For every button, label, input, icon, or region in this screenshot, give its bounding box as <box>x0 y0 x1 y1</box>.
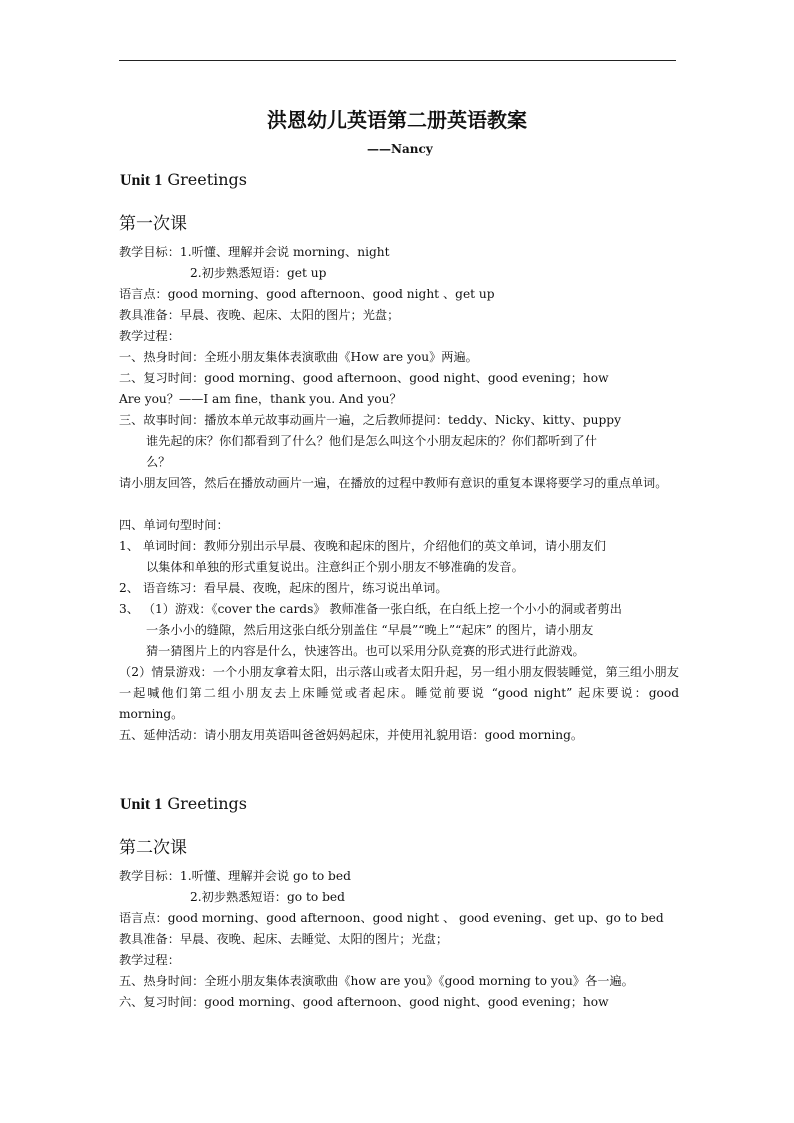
teaching-process: 教学过程： <box>119 953 180 967</box>
item-1-line-1: 1、 单词时间：教师分别出示早晨、夜晚和起床的图片，介绍他们的英文单词，请小朋友们 <box>119 539 606 553</box>
item-3-line-3: 猜一猜图片上的内容是什么，快速答出。也可以采用分队竞赛的形式进行此游戏。 <box>146 644 585 658</box>
lesson-title: 第二次课 <box>119 838 187 858</box>
language-points: 语言点：good morning、good afternoon、good night 、get up <box>119 287 495 301</box>
teaching-goal-1: 教学目标：1.听懂、理解并会说 morning、night <box>119 245 390 259</box>
story-step-line-2: 谁先起的床？你们都看到了什么？他们是怎么叫这个小朋友起床的？你们都听到了什 <box>146 434 597 448</box>
story-step-line-1: 三、故事时间：播放本单元故事动画片一遍，之后教师提问：teddy、Nicky、kitty、puppy <box>119 413 621 427</box>
unit-number: Unit 1 <box>120 796 163 813</box>
language-points: 语言点：good morning、good afternoon、good night 、 good evening、get up、go to bed <box>119 911 664 925</box>
document-author: ——Nancy <box>367 142 433 156</box>
teaching-materials: 教具准备：早晨、夜晚、起床、去睡觉、太阳的图片；光盘； <box>119 932 449 946</box>
unit-heading <box>120 170 247 190</box>
teaching-goal-2: 2.初步熟悉短语：get up <box>190 266 327 280</box>
document-title: 洪恩幼儿英语第二册英语教案 <box>267 108 527 132</box>
unit-name: Greetings <box>162 170 247 189</box>
extension-activity: 五、延伸活动：请小朋友用英语叫爸爸妈妈起床，并使用礼貌用语：good morning。 <box>119 728 584 742</box>
review-step-line-2: Are you？——I am fine，thank you. And you？ <box>119 392 402 406</box>
teaching-goal-2: 2.初步熟悉短语：go to bed <box>190 890 345 904</box>
unit-heading <box>120 794 247 814</box>
header-rule <box>119 60 676 61</box>
item-3-line-2: 一条小小的缝隙，然后用这张白纸分别盖住 “早晨”“晚上”“起床” 的图片，请小朋友 <box>146 623 594 637</box>
review-step-line-1: 二、复习时间：good morning、good afternoon、good night、good evening；how <box>119 371 609 385</box>
teaching-materials: 教具准备：早晨、夜晚、起床、太阳的图片；光盘； <box>119 308 400 322</box>
teaching-goal-1: 教学目标：1.听懂、理解并会说 go to bed <box>119 869 351 883</box>
word-time-heading: 四、单词句型时间： <box>119 518 229 532</box>
item-2: 2、 语音练习：看早晨、夜晚，起床的图片，练习说出单词。 <box>119 581 448 595</box>
warmup-step: 一、热身时间：全班小朋友集体表演歌曲《How are you》两遍。 <box>119 350 478 364</box>
story-step-line-3: 么？ <box>146 455 171 469</box>
teaching-process: 教学过程： <box>119 329 180 343</box>
warmup-step: 五、热身时间：全班小朋友集体表演歌曲《how are you》《good morning to you》各一遍。 <box>119 974 634 988</box>
review-step-line-1: 六、复习时间：good morning、good afternoon、good night、good evening；how <box>119 995 609 1009</box>
item-3-line-1: 3、 （1）游戏：《cover the cards》 教师准备一张白纸，在白纸上挖一个小小的洞或者剪出 <box>119 602 622 616</box>
lesson-title: 第一次课 <box>119 214 187 234</box>
story-followup-paragraph: 请小朋友回答，然后在播放动画片一遍，在播放的过程中教师有意识的重复本课将要学习的重点单词。 <box>119 476 668 490</box>
scenario-game-paragraph: （2）情景游戏：一个小朋友拿着太阳，出示落山或者太阳升起，另一组小朋友假装睡觉，第三组小朋友一起喊他们第二组小朋友去上床睡觉或者起床。睡觉前要说 “good night” 起床要说：good morning。 <box>119 665 679 721</box>
unit-name: Greetings <box>162 794 247 813</box>
item-1-line-2: 以集体和单独的形式重复说出。注意纠正个别小朋友不够准确的发音。 <box>146 560 524 574</box>
unit-number: Unit 1 <box>120 172 163 189</box>
